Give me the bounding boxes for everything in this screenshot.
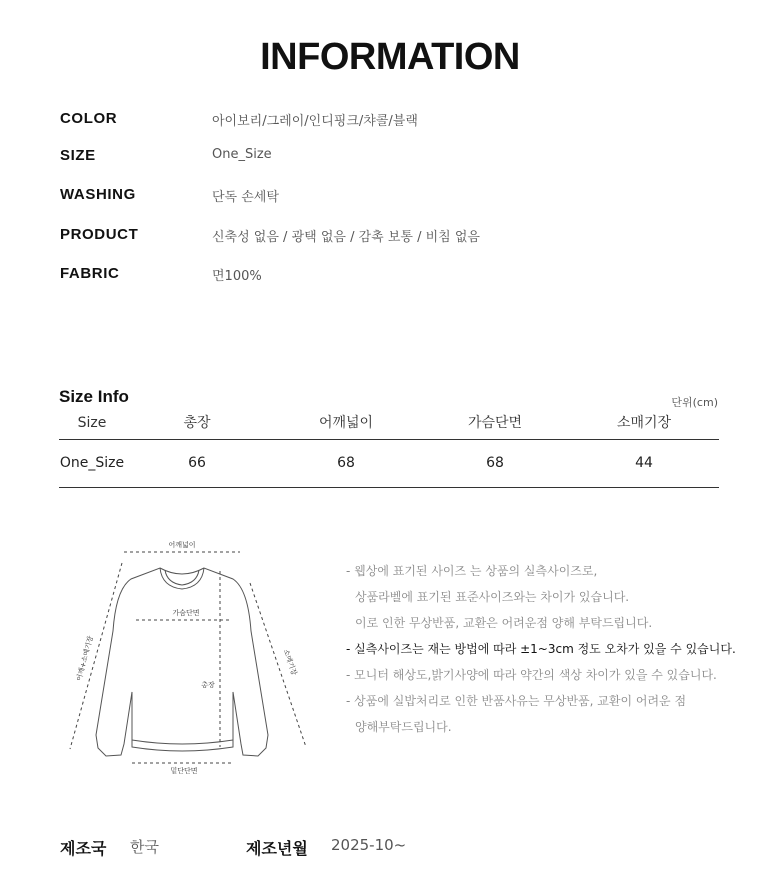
shoulder-label: 어깨넓이 [168,541,196,549]
info-label: PRODUCT [60,226,139,243]
info-label: WASHING [60,186,136,203]
table-cell: 68 [337,455,355,471]
table-cell: One_Size [59,455,125,471]
hem-label: 밑단단면 [170,767,198,775]
size-table [59,408,719,488]
info-label: SIZE [60,147,96,164]
info-value: One_Size [212,147,272,162]
table-header-row [59,408,719,440]
note-line: 이로 인한 무상반품, 교환은 어려운점 양해 부탁드립니다. [355,616,653,630]
table-row [59,440,719,488]
manufacture-date-value: 2025-10~ [331,836,407,854]
tshirt-outline [96,568,268,756]
info-value: 면100% [212,269,262,284]
note-line: - 웹상에 표기된 사이즈 는 상품의 실측사이즈로, [346,564,598,578]
info-value: 아이보리/그레이/인디핑크/챠콜/블랙 [212,114,418,129]
table-header-cell: Size [77,415,107,431]
table-cell: 66 [188,455,206,471]
tshirt-hem-line [132,740,233,744]
origin-label: 제조국 [60,841,107,858]
origin-value: 한국 [130,838,159,856]
tshirt-measurement-diagram [62,535,322,785]
sleeve-measure-line [250,583,306,747]
chest-label: 가슴단면 [172,609,200,617]
length-label: 총장 [201,681,215,689]
note-line: 상품라벨에 표기된 표준사이즈와는 차이가 있습니다. [355,590,630,604]
info-row-product [60,226,720,248]
unit-label: 단위(cm) [671,396,718,409]
sleeve-left-label: 어깨+소매기장 [75,635,95,682]
sleeve-label: 소매기장 [281,648,299,677]
table-header-cell: 소매기장 [616,415,672,431]
note-line-emphasis: - 실측사이즈는 재는 방법에 따라 ±1~3cm 정도 오차가 있을 수 있습니다. [346,642,736,656]
info-row-color [60,110,720,132]
info-row-fabric [60,265,720,287]
info-value: 단독 손세탁 [212,190,279,205]
info-value: 신축성 없음 / 광택 없음 / 감촉 보통 / 비침 없음 [212,230,480,245]
size-info-heading: Size Info [59,387,129,406]
note-line: 양해부탁드립니다. [355,720,452,734]
manufacture-date-label: 제조년월 [246,841,308,858]
sleeve-left-measure-line [70,563,122,749]
table-header-cell: 어깨넓이 [318,415,374,431]
notes-list [346,562,746,744]
note-line: - 모니터 해상도,밝기사양에 따라 약간의 색상 차이가 있을 수 있습니다. [346,668,717,682]
page-title: INFORMATION [260,36,520,78]
table-header-cell: 가슴단면 [467,415,523,431]
info-label: COLOR [60,110,118,127]
info-row-washing [60,186,720,208]
info-label: FABRIC [60,265,120,282]
table-header-cell: 총장 [183,415,211,431]
info-row-size [60,147,720,169]
table-cell: 44 [635,455,653,471]
table-cell: 68 [486,455,504,471]
note-line: - 상품에 실밥처리로 인한 반품사유는 무상반품, 교환이 어려운 점 [346,694,687,708]
